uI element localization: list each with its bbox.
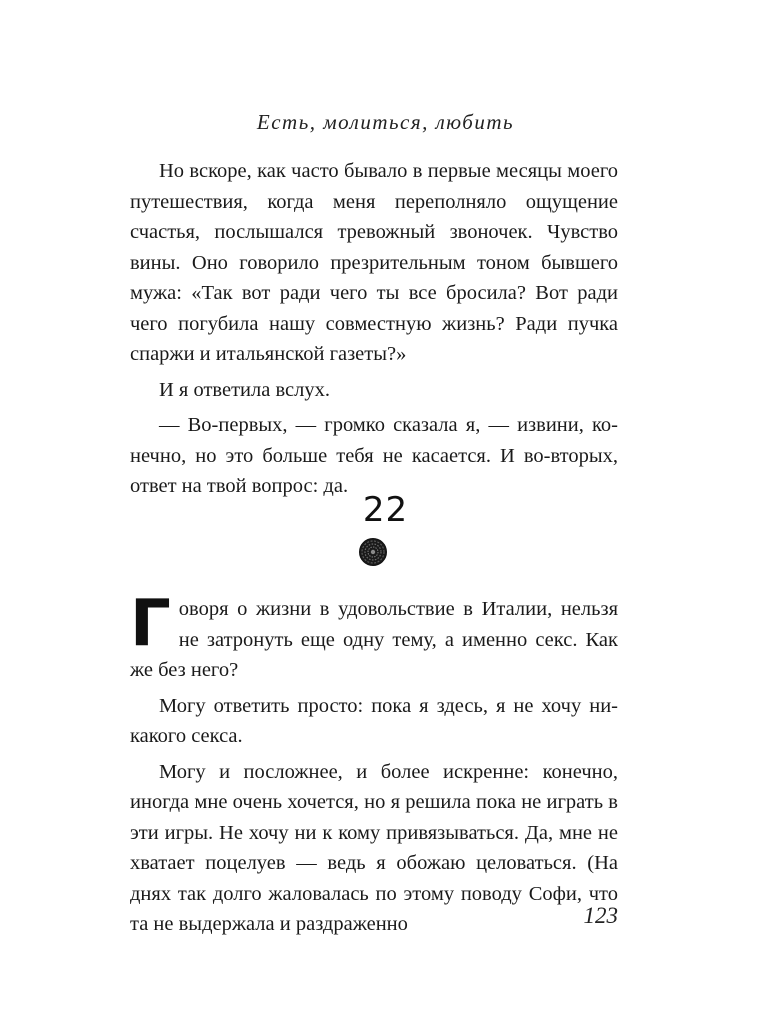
flower-ornament-icon bbox=[358, 537, 388, 567]
paragraph: Могу и посложнее, и более искренне: конечно, иногда мне очень хочется, но я решила пока не играть в эти игры. Не хочу ни к кому привязываться. Да, мне не хватает поцелуев — ведь я обожаю целоваться. (На днях так долго жаловалась по этому поводу Софи, что та не выдержала и раздраженно bbox=[130, 760, 618, 935]
page-number: 123 bbox=[583, 903, 618, 928]
running-header-title: Есть, молиться, любить bbox=[256, 110, 515, 134]
opening-paragraph-text: оворя о жизни в удовольствие в Италии, нельзя не затронуть еще одну тему, а именно секс. Как же без него? bbox=[130, 598, 618, 681]
paragraph: И я ответила вслух. bbox=[159, 378, 330, 401]
paragraph: Но вскоре, как часто бывало в первые месяцы моего путешествия, когда меня переполняло ощущение счастья, послышался тревожный звоночек. Чувство вины. Оно говорило презрительным тоном бывшего мужа: «Так вот ради чего ты все бросила? Вот ради чего погубила нашу совместную жизнь? Ради пучка спаржи и итальянской газеты?» bbox=[130, 160, 618, 365]
drop-cap-letter: Г bbox=[130, 587, 171, 661]
section-top-text bbox=[130, 156, 618, 507]
paragraph: Могу ответить просто: пока я здесь, я не хочу никакого секса. bbox=[130, 694, 618, 747]
section-bottom-text bbox=[130, 587, 618, 945]
paragraph: — Во-первых, — громко сказала я, — извини, конечно, но это больше тебя не касается. И во-вторых, ответ на твой вопрос: да. bbox=[130, 414, 618, 497]
opening-paragraph bbox=[130, 587, 618, 686]
chapter-number: 22 bbox=[362, 490, 409, 530]
